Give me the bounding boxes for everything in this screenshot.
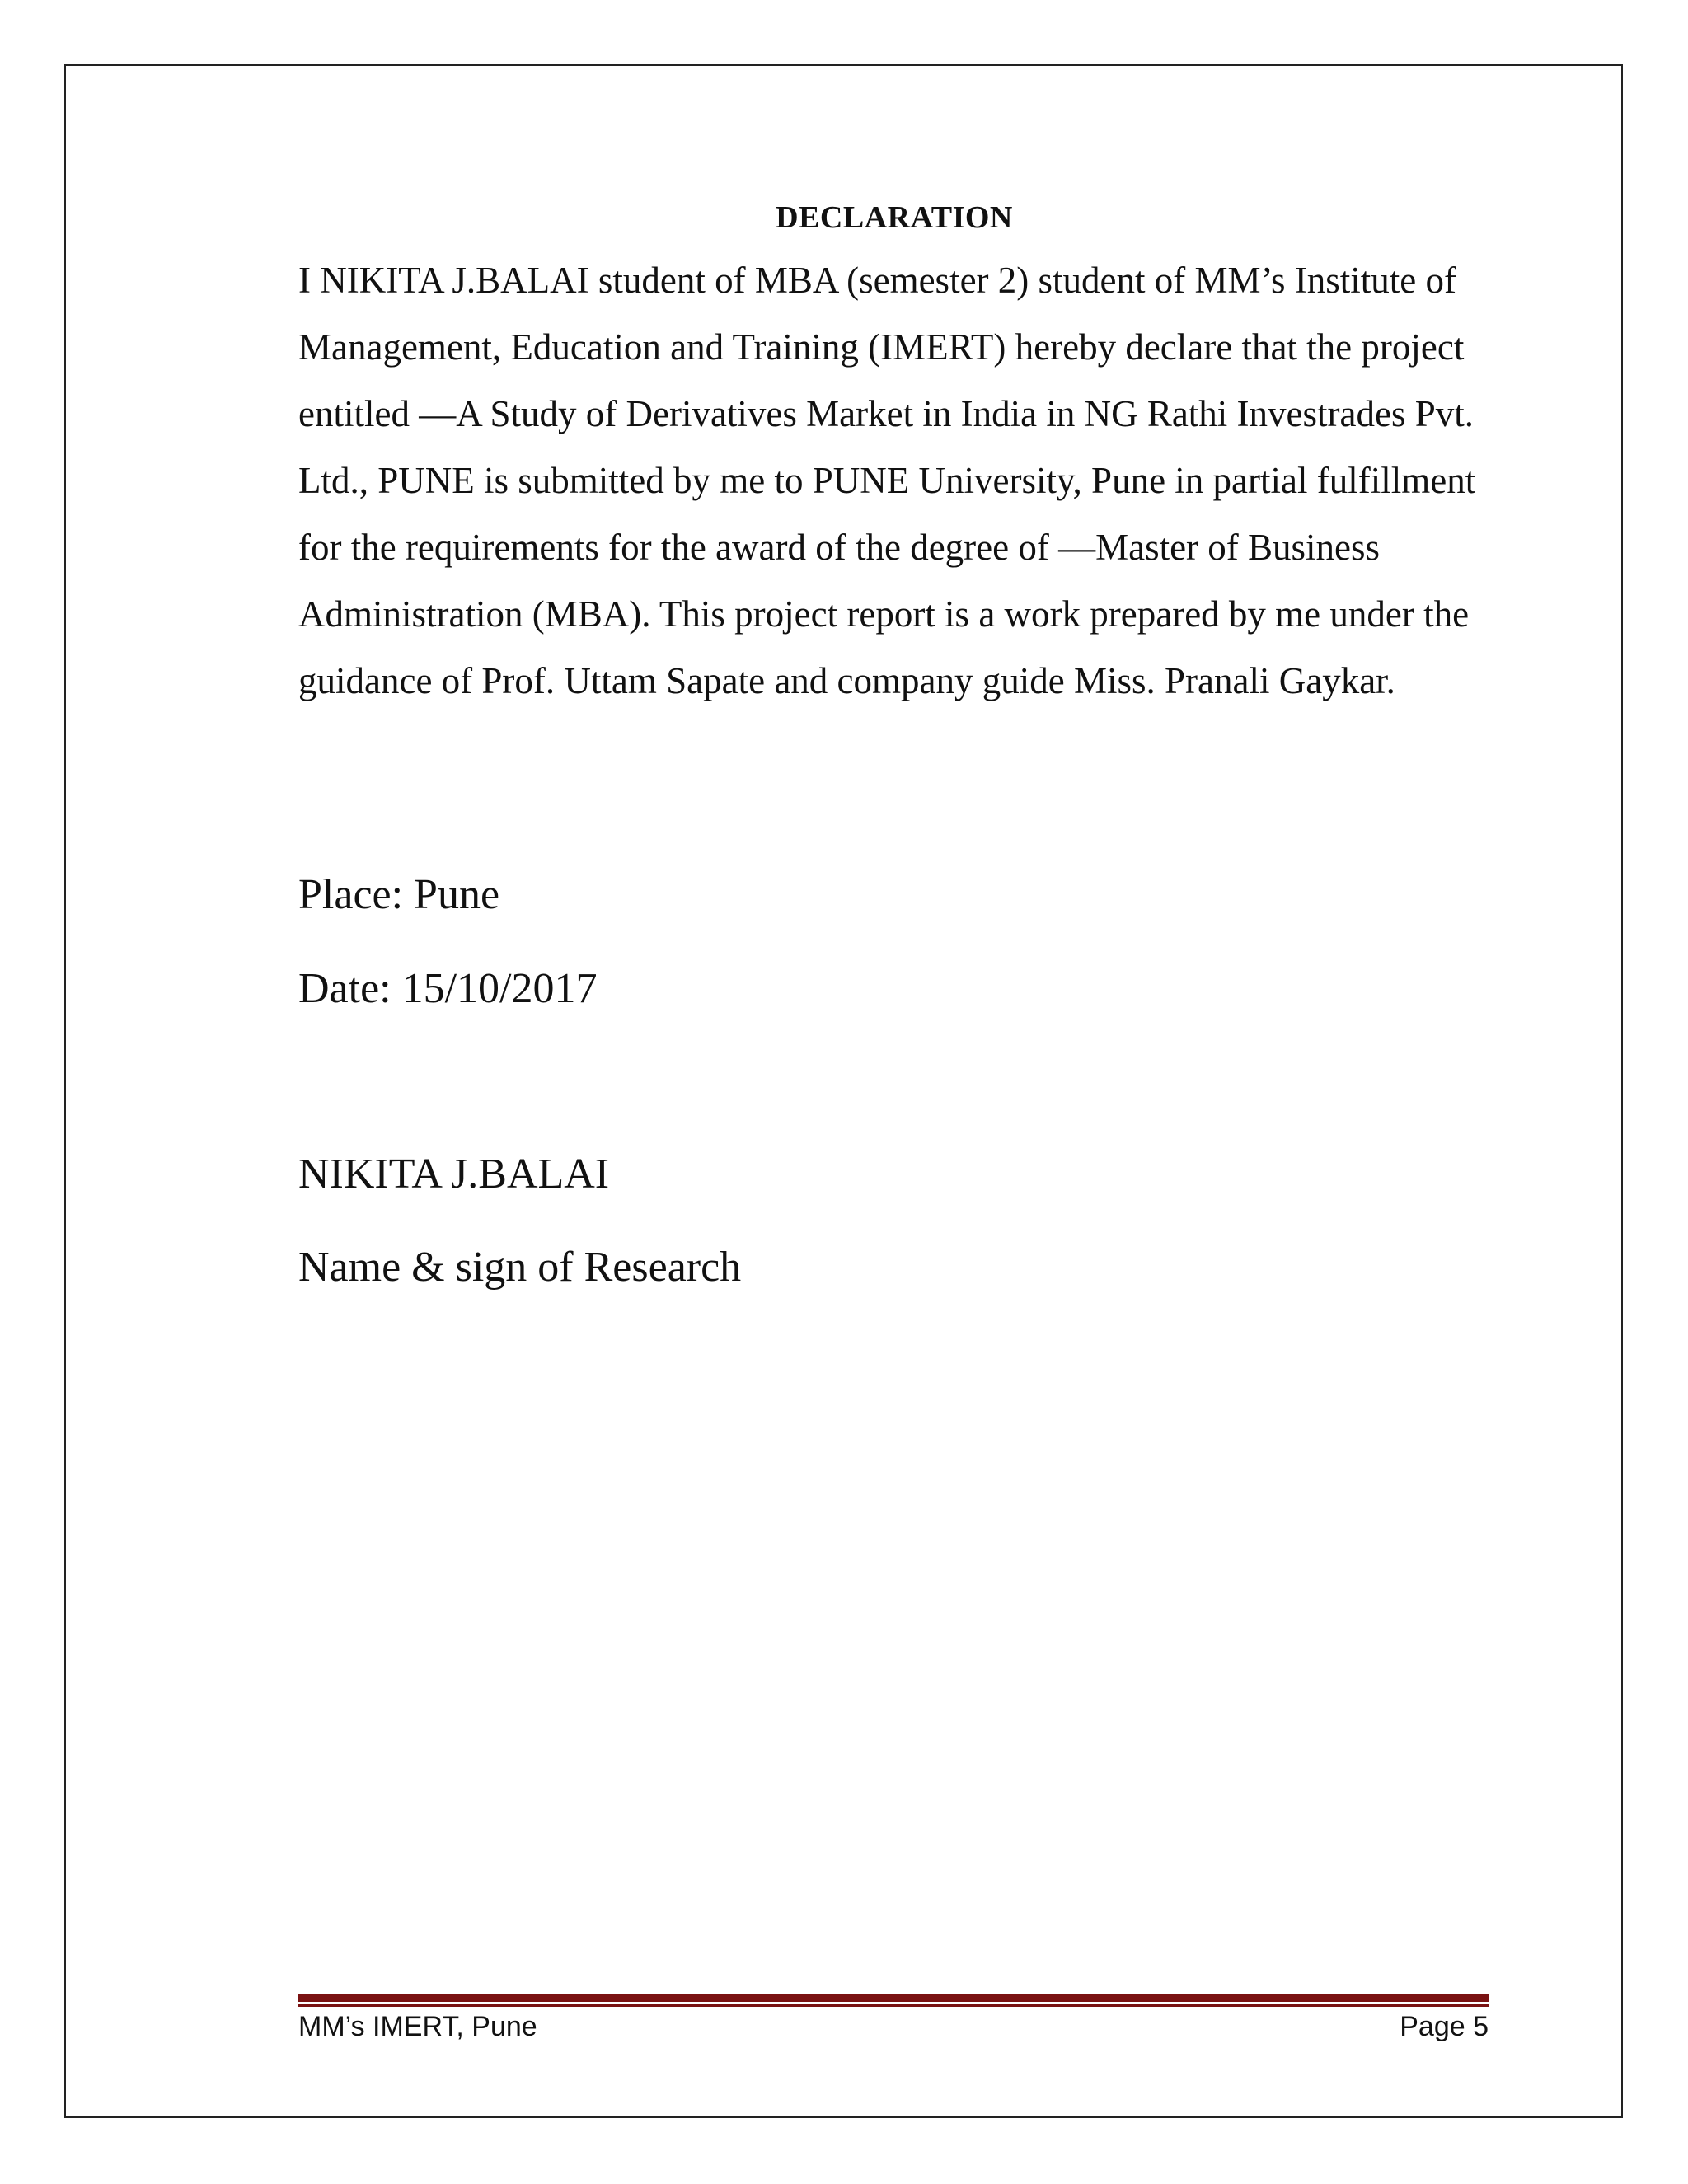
- footer-page-number: Page 5: [1400, 2011, 1489, 2042]
- page-title: DECLARATION: [776, 200, 1013, 235]
- signature-label: Name & sign of Research: [298, 1244, 742, 1291]
- footer-rule-thin: [298, 2004, 1489, 2007]
- date-line: Date: 15/10/2017: [298, 965, 598, 1012]
- footer-institute: MM’s IMERT, Pune: [298, 2011, 537, 2042]
- signatory-name: NIKITA J.BALAI: [298, 1151, 610, 1197]
- place-line: Place: Pune: [298, 871, 500, 918]
- footer-rule: [298, 1994, 1489, 2002]
- declaration-paragraph: I NIKITA J.BALAI student of MBA (semester 2) student of MM’s Institute of Management, Education and Training (IMERT) hereby declare that the project entitled ―A Study of Derivatives Market in India in NG Rathi Investrades Pvt. Ltd., PUNE is submitted by me to PUNE University, Pune in partial fulfillment for the requirements for the award of the degree of ―Master of Business Administration (MBA). This project report is a work prepared by me under the guidance of Prof. Uttam Sapate and company guide Miss. Pranali Gaykar.: [298, 260, 1476, 701]
